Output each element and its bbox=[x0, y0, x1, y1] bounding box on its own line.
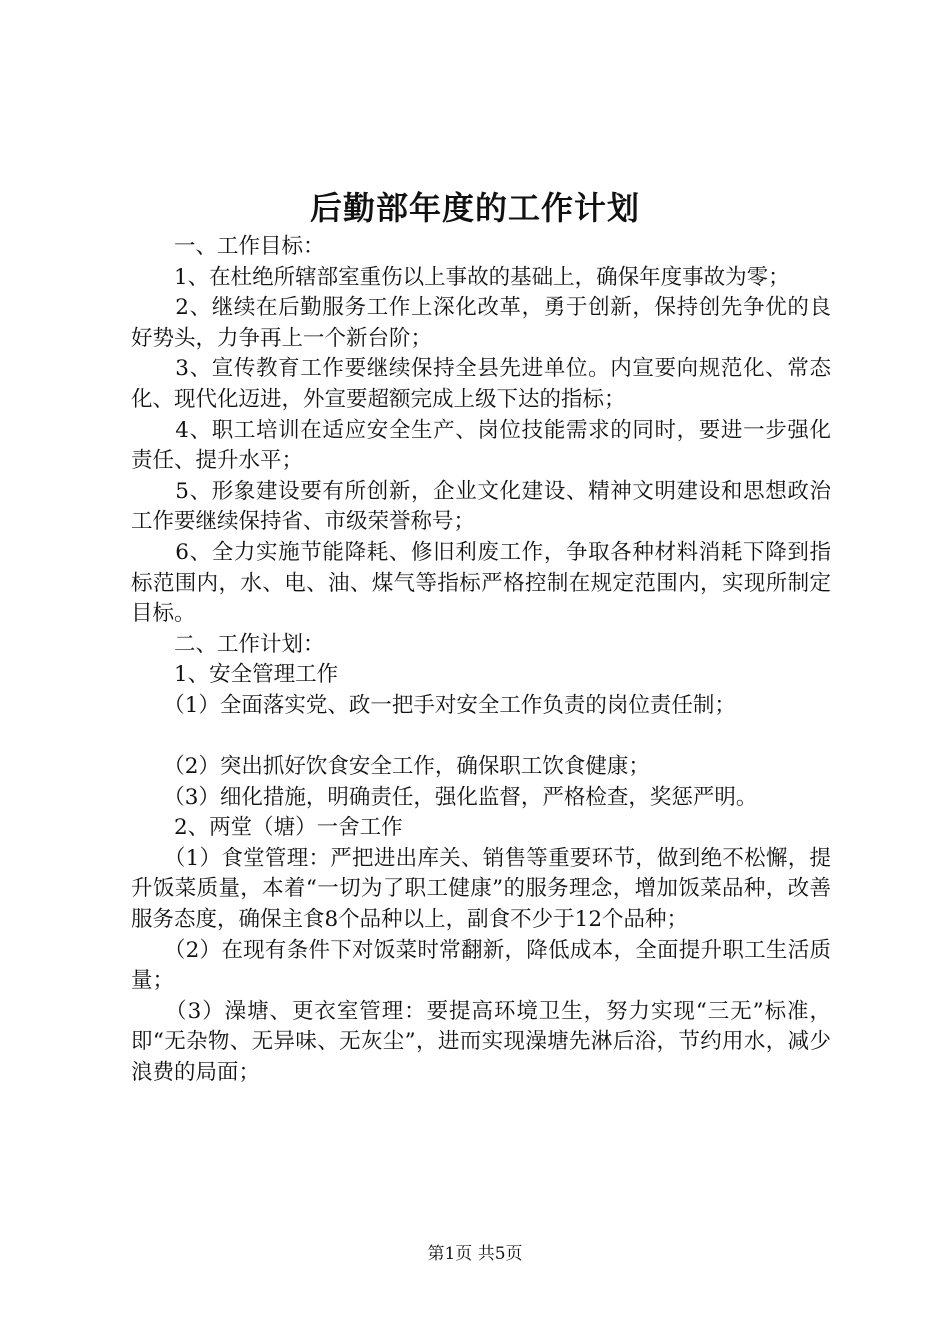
document-body bbox=[131, 232, 831, 1089]
section-heading-goals: 一、工作目标： bbox=[131, 234, 325, 259]
safety-item-1: （1）全面落实党、政一把手对安全工作负责的岗位责任制； bbox=[131, 692, 736, 718]
safety-item-2: （2）突出抓好饮食安全工作，确保职工饮食健康； bbox=[131, 754, 650, 780]
goal-item-6: 6、全力实施节能降耗、修旧利废工作，争取各种材料消耗下降到指标范围内，水、电、油、煤气等指标严格控制在规定范围内，实现所制定目标。 bbox=[131, 539, 831, 627]
goal-item-4: 4、职工培训在适应安全生产、岗位技能需求的同时，要进一步强化责任、提升水平； bbox=[131, 417, 831, 474]
blank-line bbox=[131, 722, 831, 753]
plan-subheading-facilities: 2、两堂（塘）一舍工作 bbox=[131, 815, 403, 841]
goal-item-2: 2、继续在后勤服务工作上深化改革，勇于创新，保持创先争优的良好势头，力争再上一个新台阶； bbox=[131, 295, 831, 351]
goal-item-1: 1、在杜绝所辖部室重伤以上事故的基础上，确保年度事故为零； bbox=[131, 264, 790, 290]
goal-item-5: 5、形象建设要有所创新，企业文化建设、精神文明建设和思想政治工作要继续保持省、市级荣誉称号； bbox=[131, 478, 831, 535]
safety-item-3: （3）细化措施，明确责任，强化监督，严格检查，奖惩严明。 bbox=[131, 784, 758, 810]
page-number-footer: 第1页 共5页 bbox=[427, 1244, 523, 1264]
goal-item-3: 3、宣传教育工作要继续保持全县先进单位。内宣要向规范化、常态化、现代化迈进，外宣要超额完成上级下达的指标； bbox=[131, 356, 831, 412]
facilities-item-3: （3）澡塘、更衣室管理：要提高环境卫生，努力实现“三无”标准，即“无杂物、无异味、无灰尘”，进而实现澡塘先淋后浴，节约用水，减少浪费的局面； bbox=[131, 998, 831, 1086]
plan-subheading-safety: 1、安全管理工作 bbox=[131, 662, 339, 688]
facilities-item-2: （2）在现有条件下对饭菜时常翻新，降低成本，全面提升职工生活质量； bbox=[131, 937, 831, 994]
section-heading-plan: 二、工作计划： bbox=[131, 631, 325, 657]
document-title: 后勤部年度的工作计划 bbox=[309, 189, 640, 227]
facilities-item-1: （1）食堂管理：严把进出库关、销售等重要环节，做到绝不松懈，提升饭菜质量，本着“一切为了职工健康”的服务理念，增加饭菜品种，改善服务态度，确保主食8个品种以上，副食不少于12个品种； bbox=[131, 845, 831, 933]
